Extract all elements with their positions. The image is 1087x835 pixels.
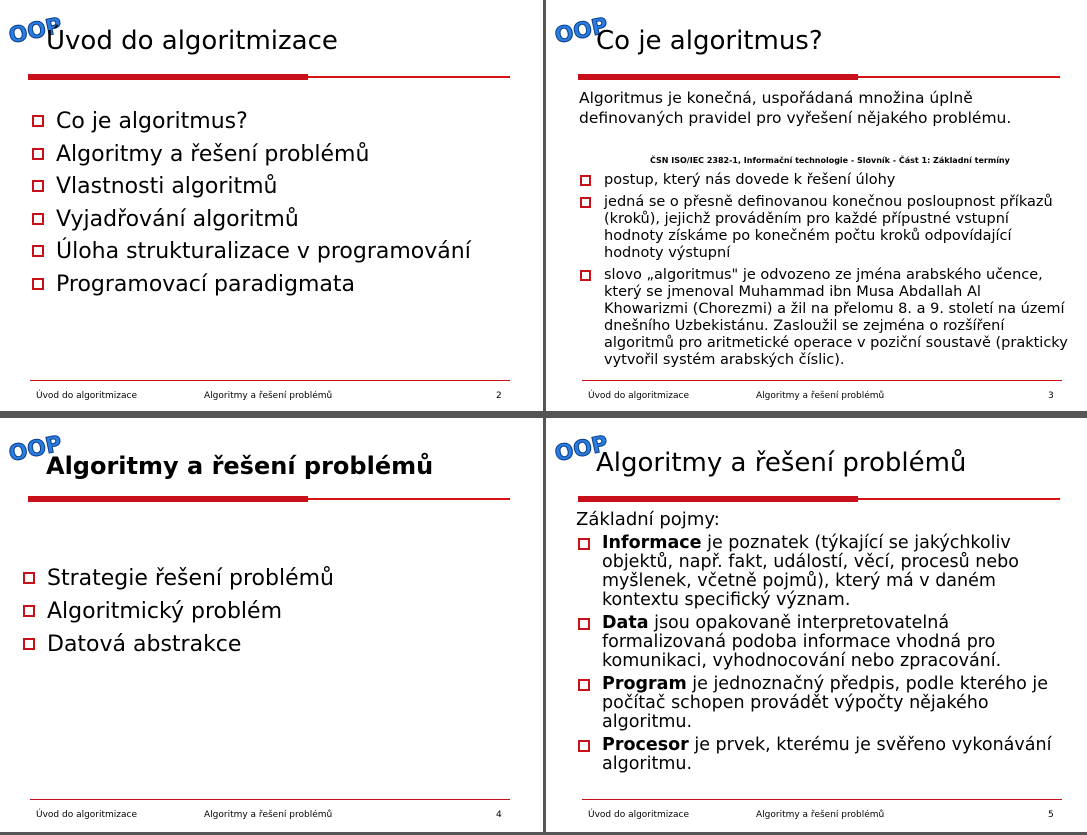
slide-title: Algoritmy a řešení problémů bbox=[46, 452, 434, 480]
footer-rule bbox=[582, 380, 1062, 381]
title-underline bbox=[28, 498, 510, 500]
list-item: Strategie řešení problémů bbox=[23, 562, 334, 595]
title-underline bbox=[578, 498, 1060, 500]
list-item: Procesor je prvek, kterému je svěřeno vykonávání algoritmu. bbox=[578, 736, 1070, 774]
page-number: 2 bbox=[496, 391, 502, 401]
topic-list bbox=[32, 106, 471, 301]
slide-4 bbox=[0, 418, 543, 832]
footer-rule bbox=[582, 799, 1062, 800]
footer-center: Algoritmy a řešení problémů bbox=[756, 391, 885, 401]
intro-text: Základní pojmy: bbox=[576, 509, 720, 530]
footer-left: Úvod do algoritmizace bbox=[588, 810, 690, 820]
page-number: 5 bbox=[1048, 810, 1054, 820]
title-underline bbox=[28, 76, 510, 78]
list-item: Úloha strukturalizace v programování bbox=[32, 236, 471, 269]
list-item: Co je algoritmus? bbox=[32, 106, 471, 139]
slide-title: Algoritmy a řešení problémů bbox=[596, 448, 967, 478]
svg-text:OOP: OOP bbox=[552, 13, 611, 50]
list-item: Informace je poznatek (týkající se jakýchkoliv objektů, např. fakt, událostí, věcí, procesů nebo myšlenek, včetně pojmů), který má v daném kontextu specifický význam. bbox=[578, 534, 1070, 610]
definition-text: Algoritmus je konečná, uspořádaná množina úplně definovaných pravidel pro vyřešení nějakého problému. bbox=[579, 89, 1012, 127]
title-underline bbox=[578, 76, 1060, 78]
list-item: postup, který nás dovede k řešení úlohy bbox=[580, 172, 1068, 189]
list-item: Algoritmy a řešení problémů bbox=[32, 139, 471, 172]
svg-text:OOP: OOP bbox=[6, 431, 65, 468]
footer-left: Úvod do algoritmizace bbox=[36, 810, 138, 820]
list-item: Vlastnosti algoritmů bbox=[32, 171, 471, 204]
list-item: Program je jednoznačný předpis, podle kterého je počítač schopen provádět výpočty nějakého algoritmu. bbox=[578, 675, 1070, 732]
page-number: 4 bbox=[496, 810, 502, 820]
oop-logo-icon bbox=[6, 8, 65, 50]
list-item: jedná se o přesně definovanou konečnou posloupnost příkazů (kroků), jejichž prováděním pro každé přípustné vstupní hodnoty získáme po konečném počtu kroků odpovídající hodnoty výstupní bbox=[580, 194, 1068, 262]
list-item: Datová abstrakce bbox=[23, 628, 334, 661]
oop-logo-icon bbox=[552, 426, 611, 468]
footer-left: Úvod do algoritmizace bbox=[36, 391, 138, 401]
bullet-list bbox=[580, 172, 1068, 369]
footer-rule bbox=[30, 799, 510, 800]
oop-logo-icon bbox=[552, 8, 611, 50]
footer-rule bbox=[30, 380, 510, 381]
list-item: Data jsou opakovaně interpretovatelná formalizovaná podoba informace vhodná pro komunikaci, vyhodnocování nebo zpracování. bbox=[578, 614, 1070, 671]
list-item: Algoritmický problém bbox=[23, 595, 334, 628]
svg-text:OOP: OOP bbox=[6, 13, 65, 50]
list-item: slovo „algoritmus" je odvozeno ze jména arabského učence, který se jmenoval Muhammad ibn Musa Abdallah Al Khowarizmi (Chorezmi) a žil na přelomu 8. a 9. století na území dnešního Uzbekistánu. Zasloužil se zejména o rozšíření algoritmů pro aritmetické operace v poziční soustavě (prakticky vytvořil systém arabských číslic). bbox=[580, 267, 1068, 369]
slide-title: Co je algoritmus? bbox=[596, 26, 823, 56]
slide-title: Úvod do algoritmizace bbox=[46, 26, 338, 56]
slide-2 bbox=[0, 0, 543, 411]
list-item: Programovací paradigmata bbox=[32, 269, 471, 302]
topic-list bbox=[23, 562, 334, 661]
terms-list bbox=[578, 534, 1070, 774]
footer-center: Algoritmy a řešení problémů bbox=[204, 810, 333, 820]
footer-left: Úvod do algoritmizace bbox=[588, 391, 690, 401]
slide-5 bbox=[546, 418, 1087, 832]
source-citation: ČSN ISO/IEC 2382-1, Informační technologie - Slovník - Část 1: Základní termíny bbox=[650, 156, 1010, 165]
svg-text:OOP: OOP bbox=[552, 431, 611, 468]
page-number: 3 bbox=[1048, 391, 1054, 401]
oop-logo-icon bbox=[6, 426, 65, 468]
list-item: Vyjadřování algoritmů bbox=[32, 204, 471, 237]
slide-3 bbox=[546, 0, 1087, 411]
footer-center: Algoritmy a řešení problémů bbox=[756, 810, 885, 820]
footer-center: Algoritmy a řešení problémů bbox=[204, 391, 333, 401]
